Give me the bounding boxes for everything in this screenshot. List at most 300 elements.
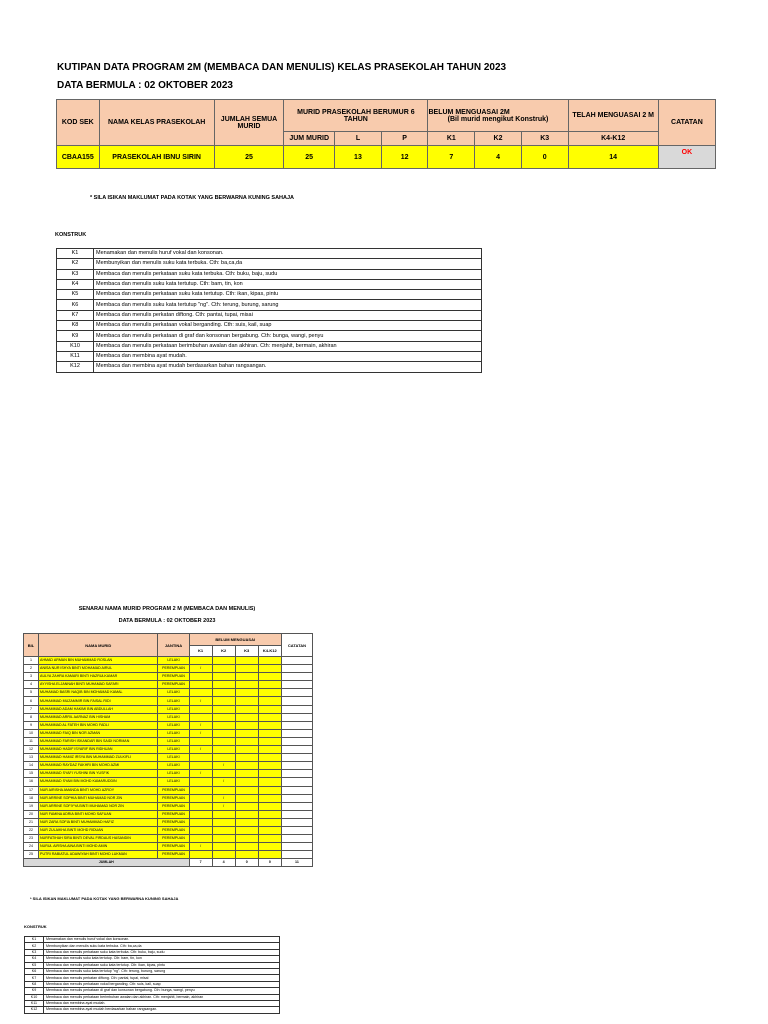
student-bil: 10 [24, 729, 39, 737]
cell-jumlah[interactable]: 25 [214, 146, 284, 169]
student-k1[interactable] [189, 713, 212, 721]
student-k2[interactable] [212, 835, 235, 843]
konstruk-description: Membaca dan menulis perkataan suku kata terbuka. Cth: buku, baju, sudu [44, 949, 280, 955]
student-catatan[interactable] [281, 681, 312, 689]
student-name[interactable]: AYYISHA ELJANNAH BINTI MUHAMAD SAFARI [39, 681, 158, 689]
student-jantina[interactable]: PEREMPUAN [158, 802, 189, 810]
konstruk-code: K2 [25, 943, 44, 949]
student-name[interactable]: NUR FAMINA ADRIA BINTI MOHD SAFUAN [39, 810, 158, 818]
student-jantina[interactable]: PEREMPUAN [158, 786, 189, 794]
student-jantina[interactable]: LELAKI [158, 713, 189, 721]
header-k2: K2 [475, 132, 522, 146]
table-row [24, 770, 313, 778]
student-name[interactable]: MUHAMMAD MUZAMMIR BIN FAISAL RIDI [39, 697, 158, 705]
student-catatan[interactable] [281, 721, 312, 729]
student-k2[interactable] [212, 746, 235, 754]
konstruk-row [57, 341, 482, 351]
student-jantina[interactable]: LELAKI [158, 689, 189, 697]
jumlah-value: 0 [258, 859, 281, 867]
student-bil: 5 [24, 689, 39, 697]
student-bil: 23 [24, 835, 39, 843]
student-catatan[interactable] [281, 818, 312, 826]
student-k4[interactable] [258, 802, 281, 810]
student-k2[interactable] [212, 713, 235, 721]
konstruk-code: K6 [25, 968, 44, 974]
konstruk-description: Membaca dan menulis perkatan diftong. Cth: pantai, tupai, misai [94, 310, 482, 320]
header-k3: K3 [521, 132, 568, 146]
student-jantina[interactable]: PEREMPUAN [158, 681, 189, 689]
konstruk-description: Membaca dan menulis suku kata tertutup. Cth: bam, tin, kon [94, 279, 482, 289]
header-k1-list: K1 [189, 645, 212, 657]
student-k2[interactable] [212, 843, 235, 851]
header-l: L [335, 132, 382, 146]
student-jantina[interactable]: PEREMPUAN [158, 665, 189, 673]
student-k3[interactable] [235, 657, 258, 665]
student-k4[interactable] [258, 746, 281, 754]
page-title: KUTIPAN DATA PROGRAM 2M (MEMBACA DAN MENULIS) KELAS PRASEKOLAH TAHUN 2023 [57, 62, 507, 73]
konstruk-row [57, 269, 482, 279]
table-row [24, 746, 313, 754]
student-k4[interactable] [258, 794, 281, 802]
student-k4[interactable] [258, 729, 281, 737]
student-k3[interactable] [235, 729, 258, 737]
student-k2[interactable] [212, 851, 235, 859]
header-jum-murid: JUM MURID [284, 132, 335, 146]
student-k3[interactable] [235, 770, 258, 778]
header-k3-list: K3 [235, 645, 258, 657]
student-jantina[interactable]: PEREMPUAN [158, 818, 189, 826]
konstruk-description: Membaca dan menulis perkataan vokal berganding. Cth: suis, kail, suap [94, 321, 482, 331]
konstruk-row [57, 351, 482, 361]
header-p: P [381, 132, 428, 146]
konstruk-description: Membaca dan membina ayat mudah berdasarkan bahan rangsangan. [44, 1007, 280, 1013]
student-k1[interactable] [189, 835, 212, 843]
student-k2[interactable] [212, 681, 235, 689]
konstruk-description: Membaca dan menulis perkataan berimbuhan awalan dan akhiran. Cth: menjahit, bermain, akhiran [44, 994, 280, 1000]
konstruk-row [57, 331, 482, 341]
konstruk-code: K12 [57, 362, 94, 372]
student-jantina[interactable]: LELAKI [158, 754, 189, 762]
student-k4[interactable] [258, 657, 281, 665]
student-k2[interactable] [212, 705, 235, 713]
konstruk-code: K9 [25, 988, 44, 994]
student-name[interactable]: MUHAMAD BASRI NAQIB BIN MOHAMAD KAMAL [39, 689, 158, 697]
konstruk-row [57, 321, 482, 331]
cell-k2[interactable]: 4 [475, 146, 522, 169]
student-k4[interactable] [258, 843, 281, 851]
student-k3[interactable] [235, 802, 258, 810]
student-bil: 6 [24, 697, 39, 705]
student-k4[interactable] [258, 697, 281, 705]
note-yellow-cells-2: * SILA ISIKAN MAKLUMAT PADA KOTAK YANG BERWARNA KUNING SAHAJA [30, 896, 179, 901]
konstruk-description: Membaca dan menulis suku kata tertutup. Cth: bam, tin, kon [44, 956, 280, 962]
student-catatan[interactable] [281, 770, 312, 778]
student-name[interactable]: NUR AIRISHA AMANDA BINTI MOHD AZROY [39, 786, 158, 794]
student-k3[interactable] [235, 689, 258, 697]
student-bil: 25 [24, 851, 39, 859]
table-row [24, 786, 313, 794]
student-k4[interactable] [258, 786, 281, 794]
student-name[interactable]: MUHAMMAD RAYDAZ FAKHRI BIN MOHD AZMI [39, 762, 158, 770]
konstruk-code: K1 [25, 937, 44, 943]
student-bil: 8 [24, 713, 39, 721]
student-k1[interactable] [189, 681, 212, 689]
student-k4[interactable] [258, 673, 281, 681]
student-k2[interactable] [212, 826, 235, 834]
student-catatan[interactable] [281, 810, 312, 818]
student-name[interactable]: MUHAMMAD FARISH ISKANDAR BIN SAIDI NORMAN [39, 737, 158, 745]
student-k1[interactable] [189, 778, 212, 786]
header-belum-menguasai [428, 100, 568, 132]
student-name[interactable]: MUHAMMAD AL FATEH BIN MOHD FADLI [39, 721, 158, 729]
konstruk-description: Membaca dan membina ayat mudah. [44, 1000, 280, 1006]
student-jantina[interactable]: LELAKI [158, 746, 189, 754]
student-bil: 19 [24, 802, 39, 810]
student-catatan[interactable] [281, 762, 312, 770]
table-row [24, 681, 313, 689]
student-name[interactable]: MUHAMMAD HADIF ISYARIF BIN RIDHUAN [39, 746, 158, 754]
konstruk-description: Membaca dan membina ayat mudah berdasarkan bahan rangsangan. [94, 362, 482, 372]
table-row [24, 665, 313, 673]
student-catatan[interactable] [281, 835, 312, 843]
student-k4[interactable] [258, 665, 281, 673]
table-row [24, 689, 313, 697]
konstruk-code: K4 [57, 279, 94, 289]
student-k2[interactable] [212, 665, 235, 673]
student-catatan[interactable] [281, 705, 312, 713]
header-catatan: CATATAN [658, 100, 715, 146]
table-row [24, 721, 313, 729]
konstruk-description: Membaca dan membina ayat mudah. [94, 351, 482, 361]
student-name[interactable]: NURFATIHAH SIRA BINTI DEVAL FIRDAUS HASANDIN [39, 835, 158, 843]
student-jantina[interactable]: PEREMPUAN [158, 794, 189, 802]
student-k4[interactable] [258, 770, 281, 778]
student-k1[interactable]: / [189, 770, 212, 778]
student-k2[interactable] [212, 673, 235, 681]
student-k1[interactable] [189, 754, 212, 762]
student-k3[interactable] [235, 835, 258, 843]
student-jantina[interactable]: LELAKI [158, 697, 189, 705]
student-catatan[interactable] [281, 826, 312, 834]
konstruk-code: K11 [57, 351, 94, 361]
student-name[interactable]: AHMAD ARMAN BIN MUHAMMAD ROSLAN [39, 657, 158, 665]
student-k1[interactable] [189, 810, 212, 818]
student-catatan[interactable] [281, 673, 312, 681]
student-k2[interactable] [212, 729, 235, 737]
student-k3[interactable] [235, 794, 258, 802]
konstruk-description: Membaca dan menulis perkataan suku kata tertutup. Cth: ikan, kipas, pintu [44, 962, 280, 968]
student-k2[interactable] [212, 786, 235, 794]
cell-kod-sek[interactable]: CBAA155 [57, 146, 100, 169]
student-bil: 13 [24, 754, 39, 762]
student-k1[interactable]: / [189, 721, 212, 729]
student-k1[interactable] [189, 794, 212, 802]
list-title: SENARAI NAMA MURID PROGRAM 2 M (MEMBACA DAN MENULIS) [78, 606, 256, 612]
student-k4[interactable] [258, 810, 281, 818]
student-name[interactable]: NUR ZULAIKHA BINTI MOHD RIDUAN [39, 826, 158, 834]
student-bil: 4 [24, 681, 39, 689]
header-k4-k12: K4-K12 [568, 132, 658, 146]
konstruk-table-2 [24, 936, 280, 1014]
student-k4[interactable] [258, 737, 281, 745]
jumlah-label: JUMLAH [24, 859, 190, 867]
cell-k3[interactable]: 0 [521, 146, 568, 169]
table-row [24, 657, 313, 665]
student-jantina[interactable]: LELAKI [158, 778, 189, 786]
student-jantina[interactable]: PEREMPUAN [158, 835, 189, 843]
student-k1[interactable]: / [189, 729, 212, 737]
header-kod-sek: KOD SEK [57, 100, 100, 146]
student-k3[interactable] [235, 673, 258, 681]
header-nama-murid: NAMA MURID [39, 634, 158, 657]
student-bil: 11 [24, 737, 39, 745]
konstruk-description: Menamakan dan menulis huruf vokal dan konsonan. [44, 937, 280, 943]
student-bil: 16 [24, 778, 39, 786]
konstruk-row [57, 249, 482, 259]
table-row [24, 810, 313, 818]
konstruk-title: KONSTRUK [55, 232, 87, 238]
student-k4[interactable] [258, 762, 281, 770]
student-k3[interactable] [235, 754, 258, 762]
student-name[interactable]: MUHAMMAD HAMIZ IRSYA BIN MUHAMMAD ZULKIFLI [39, 754, 158, 762]
konstruk-code: K11 [25, 1000, 44, 1006]
student-name[interactable]: MUHAMMAD SYAFI YUSHINI BIN YUSFIK [39, 770, 158, 778]
table-row [24, 762, 313, 770]
student-k2[interactable] [212, 697, 235, 705]
konstruk-row [57, 300, 482, 310]
student-k3[interactable] [235, 826, 258, 834]
cell-jum-murid[interactable]: 25 [284, 146, 335, 169]
table-row [24, 713, 313, 721]
student-k3[interactable] [235, 810, 258, 818]
konstruk-description: Membaca dan menulis perkataan suku kata tertutup. Cth: ikan, kipas, pintu [94, 290, 482, 300]
cell-k1[interactable]: 7 [428, 146, 475, 169]
konstruk-description: Membaca dan menulis suku kata tertutup "ng". Cth: terung, burung, sarung [94, 300, 482, 310]
table-row [24, 843, 313, 851]
student-catatan[interactable] [281, 737, 312, 745]
jumlah-value: 0 [235, 859, 258, 867]
student-name[interactable]: MUHAMMAD ARRIL AARNAZ BIN HISHAM [39, 713, 158, 721]
table-row [24, 729, 313, 737]
student-k3[interactable] [235, 705, 258, 713]
student-k4[interactable] [258, 721, 281, 729]
student-k3[interactable] [235, 746, 258, 754]
konstruk-code: K3 [25, 949, 44, 955]
konstruk-code: K5 [25, 962, 44, 968]
student-name[interactable]: AULYA ZAHRA KAMARI BINTI HAZRULKAMAR [39, 673, 158, 681]
student-table [23, 633, 313, 867]
student-name[interactable]: NUR ARRINE SOFIYYA BINTI MUHAMAD NOR ZIN [39, 802, 158, 810]
student-jantina[interactable]: LELAKI [158, 721, 189, 729]
student-k4[interactable] [258, 689, 281, 697]
student-k4[interactable] [258, 713, 281, 721]
student-jantina[interactable]: PEREMPUAN [158, 851, 189, 859]
student-jantina[interactable]: PEREMPUAN [158, 673, 189, 681]
student-k2[interactable] [212, 818, 235, 826]
konstruk-row [57, 290, 482, 300]
konstruk-code: K10 [25, 994, 44, 1000]
student-k3[interactable] [235, 681, 258, 689]
student-k4[interactable] [258, 818, 281, 826]
table-row [24, 802, 313, 810]
table-row [24, 794, 313, 802]
student-jantina[interactable]: LELAKI [158, 657, 189, 665]
student-jantina[interactable]: PEREMPUAN [158, 826, 189, 834]
student-catatan[interactable] [281, 802, 312, 810]
header-jantina: JANTINA [158, 634, 189, 657]
konstruk-description: Membunyikan dan menulis suku kata terbuka. Cth: ba,ca,da [94, 259, 482, 269]
student-k1[interactable] [189, 737, 212, 745]
student-k1[interactable] [189, 802, 212, 810]
header-murid-6-tahun: MURID PRASEKOLAH BERUMUR 6 TAHUN [284, 100, 428, 132]
student-bil: 12 [24, 746, 39, 754]
student-name[interactable]: PUTRI RABIATUL ADAWIYAH BINTI MOHD LUKMAN [39, 851, 158, 859]
konstruk-row [57, 310, 482, 320]
student-jantina[interactable]: LELAKI [158, 705, 189, 713]
table-row [24, 835, 313, 843]
student-k1[interactable] [189, 851, 212, 859]
student-catatan[interactable] [281, 665, 312, 673]
student-k2[interactable]: / [212, 778, 235, 786]
date-subtitle: DATA BERMULA : 02 OKTOBER 2023 [57, 80, 233, 91]
student-k3[interactable] [235, 713, 258, 721]
cell-catatan: OK [658, 146, 715, 169]
student-k1[interactable] [189, 673, 212, 681]
konstruk-row-small [25, 1007, 280, 1013]
table-row [24, 851, 313, 859]
student-catatan[interactable] [281, 746, 312, 754]
cell-l[interactable]: 13 [335, 146, 382, 169]
konstruk-title-2: KONSTRUK [24, 924, 47, 929]
student-name[interactable]: NUR ZARA SOFIA BINTI MUHAMMAD HAFIZ [39, 818, 158, 826]
student-catatan[interactable] [281, 843, 312, 851]
student-k4[interactable] [258, 681, 281, 689]
student-k1[interactable] [189, 786, 212, 794]
student-k3[interactable] [235, 851, 258, 859]
student-k3[interactable] [235, 786, 258, 794]
student-name[interactable]: ANISA NUR ISHYA BINTI MOHAMAD AIRUL [39, 665, 158, 673]
student-k2[interactable]: / [212, 762, 235, 770]
header-k2-list: K2 [212, 645, 235, 657]
student-k1[interactable] [189, 657, 212, 665]
konstruk-row [57, 362, 482, 372]
student-name[interactable]: MUHAMMAD FAIQ BIN NOR AZMAN [39, 729, 158, 737]
student-k3[interactable] [235, 778, 258, 786]
student-k2[interactable] [212, 737, 235, 745]
konstruk-code: K8 [25, 981, 44, 987]
student-k2[interactable] [212, 810, 235, 818]
konstruk-code: K9 [57, 331, 94, 341]
student-jantina[interactable]: PEREMPUAN [158, 810, 189, 818]
student-k1[interactable] [189, 705, 212, 713]
header-belum-sublabel: (Bil murid mengikut Konstruk) [447, 115, 549, 123]
student-k1[interactable] [189, 762, 212, 770]
note-yellow-cells: * SILA ISIKAN MAKLUMAT PADA KOTAK YANG BERWARNA KUNING SAHAJA [90, 195, 295, 201]
student-k1[interactable]: / [189, 746, 212, 754]
student-k4[interactable] [258, 754, 281, 762]
konstruk-description: Membaca dan menulis perkataan di graf dan konsonan bergabung. Cth: bunga, wangi, penyu [94, 331, 482, 341]
student-catatan[interactable] [281, 794, 312, 802]
student-k2[interactable] [212, 657, 235, 665]
konstruk-code: K2 [57, 259, 94, 269]
student-k1[interactable]: / [189, 697, 212, 705]
student-jantina[interactable]: LELAKI [158, 770, 189, 778]
student-bil: 24 [24, 843, 39, 851]
student-bil: 9 [24, 721, 39, 729]
student-k3[interactable] [235, 762, 258, 770]
student-k2[interactable] [212, 770, 235, 778]
student-k3[interactable] [235, 818, 258, 826]
student-k1[interactable] [189, 818, 212, 826]
student-k3[interactable] [235, 665, 258, 673]
student-k1[interactable]: / [189, 665, 212, 673]
student-k1[interactable] [189, 826, 212, 834]
student-k4[interactable] [258, 851, 281, 859]
konstruk-description: Membaca dan menulis perkataan di graf dan konsonan bergabung. Cth: bunga, wangi, penyu [44, 988, 280, 994]
student-k2[interactable]: / [212, 794, 235, 802]
student-catatan[interactable] [281, 754, 312, 762]
konstruk-description: Membaca dan menulis perkatan diftong. Cth: pantai, tupai, misai [44, 975, 280, 981]
konstruk-code: K5 [57, 290, 94, 300]
student-catatan[interactable] [281, 697, 312, 705]
student-catatan[interactable] [281, 689, 312, 697]
header-jumlah: JUMLAH SEMUA MURID [214, 100, 284, 146]
cell-k4-k12[interactable]: 14 [568, 146, 658, 169]
konstruk-description: Membaca dan menulis perkataan suku kata terbuka. Cth: buku, baju, sudu [94, 269, 482, 279]
student-k3[interactable] [235, 697, 258, 705]
student-k2[interactable] [212, 721, 235, 729]
student-k3[interactable] [235, 843, 258, 851]
student-k4[interactable] [258, 778, 281, 786]
student-k4[interactable] [258, 835, 281, 843]
student-k1[interactable]: / [189, 843, 212, 851]
student-name[interactable]: MUHAMMAD ADAM HAKIMI BIN ABDULLAH [39, 705, 158, 713]
konstruk-code: K3 [57, 269, 94, 279]
student-catatan[interactable] [281, 851, 312, 859]
table-total-row [24, 859, 313, 867]
student-k1[interactable] [189, 689, 212, 697]
header-catatan-list: CATATAN [281, 634, 312, 657]
student-k3[interactable] [235, 721, 258, 729]
student-k2[interactable] [212, 689, 235, 697]
student-name[interactable]: MUHAMMAD SYAM BIN MOHD KAMARUDDIN [39, 778, 158, 786]
student-k3[interactable] [235, 737, 258, 745]
student-jantina[interactable]: LELAKI [158, 737, 189, 745]
student-name[interactable]: NUR ARRINE SOPHIA BINTI MUHAMAD NOR ZIN [39, 794, 158, 802]
header-belum-menguasai-list: BELUM MENGUASAI [189, 634, 281, 646]
student-catatan[interactable] [281, 786, 312, 794]
student-catatan[interactable] [281, 657, 312, 665]
student-k2[interactable] [212, 754, 235, 762]
cell-p[interactable]: 12 [381, 146, 428, 169]
student-catatan[interactable] [281, 713, 312, 721]
student-name[interactable]: NURUL AIRSHA AINA BINTI MOHD AMIN [39, 843, 158, 851]
student-k4[interactable] [258, 826, 281, 834]
student-catatan[interactable] [281, 729, 312, 737]
konstruk-code: K6 [57, 300, 94, 310]
table-row [24, 778, 313, 786]
header-bil: BIL [24, 634, 39, 657]
jumlah-value: 7 [189, 859, 212, 867]
student-jantina[interactable]: PEREMPUAN [158, 843, 189, 851]
student-jantina[interactable]: LELAKI [158, 729, 189, 737]
student-k2[interactable]: / [212, 802, 235, 810]
konstruk-row [57, 259, 482, 269]
student-catatan[interactable] [281, 778, 312, 786]
student-k4[interactable] [258, 705, 281, 713]
student-jantina[interactable]: LELAKI [158, 762, 189, 770]
cell-nama-kelas[interactable]: PRASEKOLAH IBNU SIRIN [99, 146, 214, 169]
